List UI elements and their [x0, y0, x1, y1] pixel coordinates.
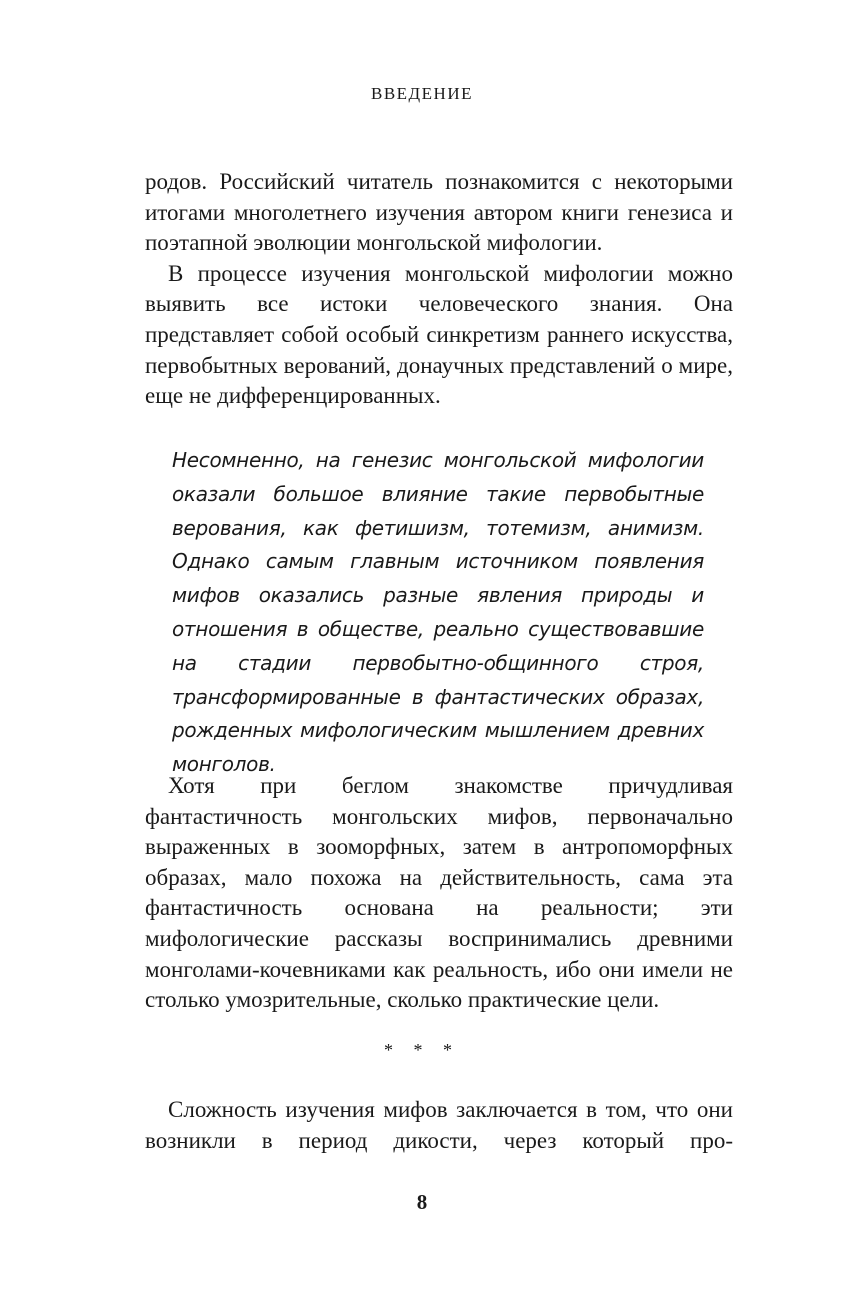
paragraph-3-block: [145, 771, 733, 1016]
paragraph-1: родов. Российский читатель познакомится с некоторыми итогами многолетнего изучения автором книги генезиса и поэтапной эволюции монгольской мифологии.: [145, 169, 733, 256]
paragraph-2: В процессе изучения монгольской мифологии можно выявить все истоки человеческого знания. Она представляет собой особый синкретизм раннего искусства, первобытных верований, донаучных представлений о мире, еще не дифференцированных.: [145, 260, 733, 409]
running-title: ВВЕДЕНИЕ: [371, 84, 473, 103]
paragraph-4-block: [145, 1095, 733, 1156]
intro-paragraphs: [145, 167, 733, 412]
section-separator: * * *: [384, 1040, 460, 1060]
paragraph-3: Хотя при беглом знакомстве причудливая фантастичность монгольских мифов, первоначально выраженных в зооморфных, затем в антропоморфных образах, мало похожа на действительность, сама эта фантастичность основана на реальности; эти мифологические рассказы воспринимались древними монголами-кочевниками как реальность, ибо они имели не столько умозрительные, сколько практические цели.: [145, 773, 733, 1013]
paragraph-4: Сложность изучения мифов заключается в том, что они возникли в период дикости, через который про-: [145, 1097, 733, 1153]
page-number: 8: [416, 1190, 428, 1214]
quote-text: Несомненно, на генезис монгольской мифологии оказали большое влияние такие первобытные верования, как фетишизм, тотемизм, анимизм. Однако самым главным источником появления мифов оказались разные явления природы и отношения в обществе, реально существовавшие на стадии первобытно-общинного строя, трансформированные в фантастических образах, рожденных мифологическим мышлением древних монголов.: [172, 448, 704, 777]
block-quote: [172, 444, 704, 782]
